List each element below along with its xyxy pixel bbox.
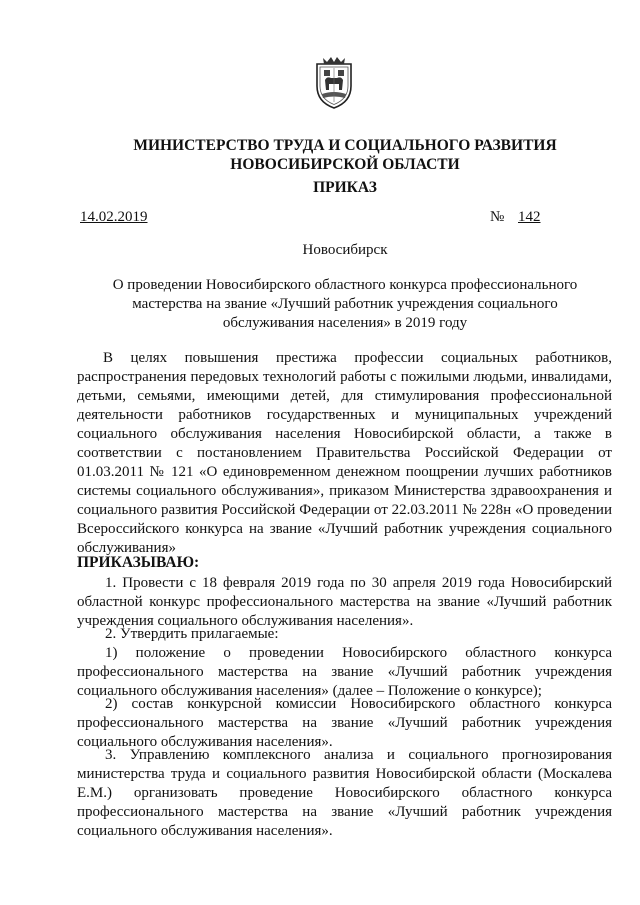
city: Новосибирск xyxy=(302,242,388,258)
ordering-word: ПРИКАЗЫВАЮ: xyxy=(77,554,200,571)
document-type: ПРИКАЗ xyxy=(313,179,377,196)
order-number: 142 xyxy=(518,209,541,225)
order-item-1: 1. Провести с 18 февраля 2019 года по 30 апреля 2019 года Новосибирский областной конкурс профессионального мастерства на звание «Лучший работник учреждения социального обслуживания населения». xyxy=(77,575,612,629)
ministry-name xyxy=(0,136,640,174)
order-item-2-2: 2) состав конкурсной комиссии Новосибирского областного конкурса профессионального мастерства на звание «Лучший работник учреждения социального обслуживания населения». xyxy=(77,696,612,750)
ministry-line-2: НОВОСИБИРСКОЙ ОБЛАСТИ xyxy=(230,156,460,173)
preamble-paragraph: В целях повышения престижа профессии социальных работников, распространения передовых технологий работы с пожилыми людьми, инвалидами, детьми, семьями, имеющими детей, для стимулирования профессиональной деятельности работников государственных и муниципальных учреждений социального обслуживания населения Новосибирской области, а также в соответствии с постановлением Правительства Российской Федерации от 01.03.2011 № 121 «О единовременном денежном поощрении лучших работников системы социального обслуживания», приказом Министерства здравоохранения и социального развития Российской Федерации от 22.03.2011 № 228н «О проведении Всероссийского конкурса на звание «Лучший работник учреждения социального обслуживания» xyxy=(77,350,612,556)
order-subject: О проведении Новосибирского областного конкурса профессионального мастерства на звание «Лучший работник учреждения социального обслуживания населения» в 2019 году xyxy=(112,277,578,331)
ministry-line-1: МИНИСТЕРСТВО ТРУДА И СОЦИАЛЬНОГО РАЗВИТИЯ xyxy=(133,137,557,154)
number-sign: № xyxy=(490,209,505,225)
order-date: 14.02.2019 xyxy=(80,209,148,225)
order-item-2: 2. Утвердить прилагаемые: xyxy=(105,626,279,642)
order-item-3: 3. Управлению комплексного анализа и социального прогнозирования министерства труда и социального развития Новосибирской области (Москалева Е.М.) организовать проведение Новосибирского областного конкурса профессионального мастерства на звание «Лучший работник учреждения социального обслуживания населения». xyxy=(77,747,612,839)
coat-of-arms-icon xyxy=(313,56,355,110)
order-item-2-1: 1) положение о проведении Новосибирского областного конкурса профессионального мастерства на звание «Лучший работник учреждения социального обслуживания населения» (далее – Положение о конкурсе); xyxy=(77,645,612,699)
